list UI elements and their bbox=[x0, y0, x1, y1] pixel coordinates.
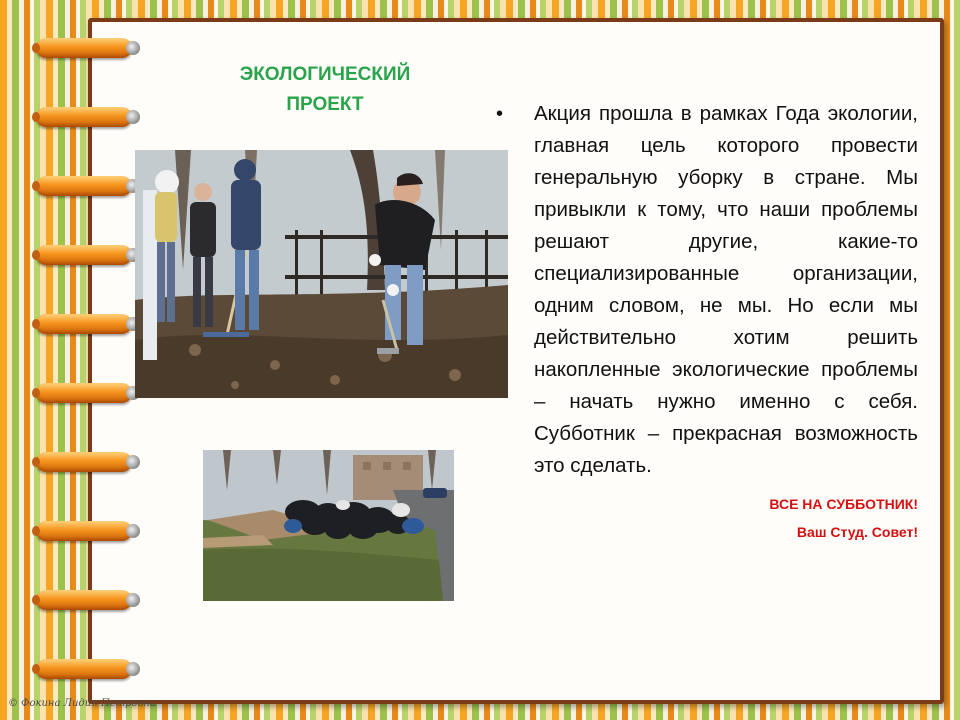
binder-ring-icon bbox=[36, 314, 132, 334]
signoff bbox=[496, 490, 918, 546]
photo-volunteers-cleanup bbox=[135, 150, 508, 398]
main-text-block bbox=[496, 98, 918, 546]
title-line-1: ЭКОЛОГИЧЕСКИЙ bbox=[239, 64, 411, 85]
binder-ring-icon bbox=[36, 521, 132, 541]
binder-ring-icon bbox=[36, 245, 132, 265]
photo-trash-bags bbox=[203, 450, 454, 601]
title-line-2: ПРОЕКТ bbox=[286, 94, 364, 115]
binder-ring-icon bbox=[36, 107, 132, 127]
photo-volunteers-illustration bbox=[135, 150, 508, 398]
bullet-item bbox=[496, 98, 918, 482]
bullet-dot-icon: • bbox=[496, 103, 504, 125]
binder-rings bbox=[36, 30, 140, 680]
binder-ring-icon bbox=[36, 383, 132, 403]
call-to-action: ВСЕ НА СУББОТНИК! bbox=[769, 496, 918, 512]
binder-ring-icon bbox=[36, 659, 132, 679]
photo-trash-illustration bbox=[203, 450, 454, 601]
copyright-note: © Фокина Лидия Петровна bbox=[8, 698, 156, 709]
binder-ring-icon bbox=[36, 452, 132, 472]
binder-ring-icon bbox=[36, 590, 132, 610]
signature: Ваш Студ. Совет! bbox=[796, 524, 918, 540]
binder-ring-icon bbox=[36, 176, 132, 196]
binder-ring-icon bbox=[36, 38, 132, 58]
slide-title bbox=[210, 60, 440, 120]
bullet-paragraph: Акция прошла в рамках Года экологии, главная цель которого провести генеральную уборку в стране. Мы привыкли к тому, что наши проблемы решают другие, какие-то специализированные организации, одним словом, не мы. Но если мы действительно хотим решить накопленные экологические проблемы – начать нужно именно с себя. Субботник – прекрасная возможность это сделать. bbox=[534, 102, 918, 477]
